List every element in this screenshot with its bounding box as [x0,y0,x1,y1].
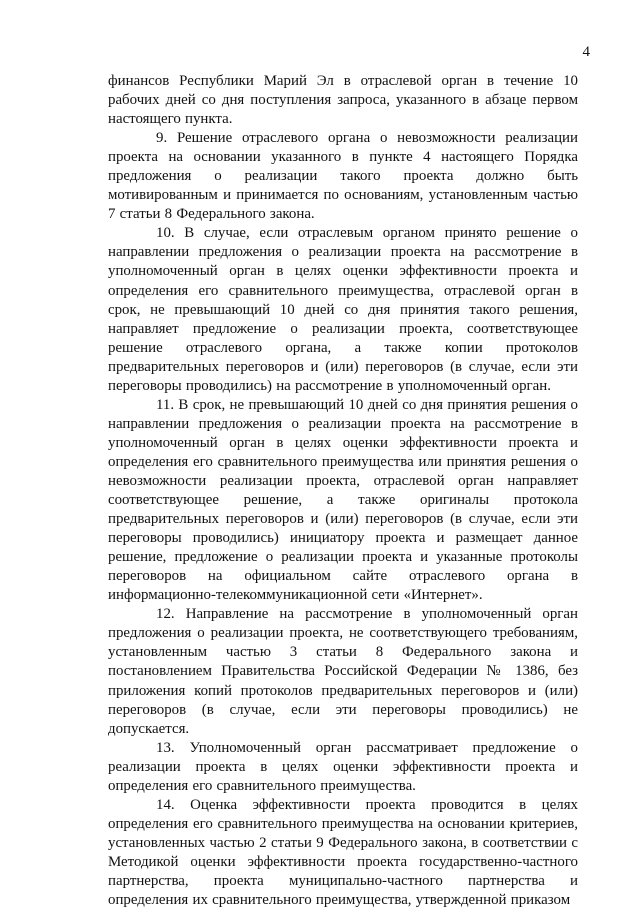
paragraph-item-14: 14. Оценка эффективности проекта проводится в целях определения его сравнительного преимущества на основании критериев, установленных частью 2 статьи 9 Федерального закона, в соответствии с Методикой оценки эффективности проекта государственно-частного партнерства, проекта муниципально-частного партнерства и определения их сравнительного преимущества, утвержденной приказом [108,796,578,909]
paragraph-item-10: 10. В случае, если отраслевым органом принято решение о направлении предложения о реализации проекта на рассмотрение в уполномоченный орган в целях оценки эффективности проекта и определения его сравнительного преимущества, отраслевой орган в срок, не превышающий 10 дней со дня принятия такого решения, направляет предложение о реализации проекта, соответствующее решение отраслевого органа, а также копии протоколов предварительных переговоров и (или) переговоров (в случае, если эти переговоры проводились) на рассмотрение в уполномоченный орган. [108,225,578,394]
paragraph-continuation: финансов Республики Марий Эл в отраслевой орган в течение 10 рабочих дней со дня поступления запроса, указанного в абзаце первом настоящего пункта. [108,73,578,128]
paragraph-item-12: 12. Направление на рассмотрение в уполномоченный орган предложения о реализации проекта, не соответствующего требованиям, установленным частью 3 статьи 8 Федерального закона и постановлением Правительства Российской Федерации № 1386, без приложения копий протоколов предварительных переговоров и (или) переговоров (в случае, если эти переговоры проводились) не допускается. [108,606,578,737]
page-number: 4 [582,44,590,60]
paragraph-item-11: 11. В срок, не превышающий 10 дней со дня принятия решения о направлении предложения о реализации проекта на рассмотрение в уполномоченный орган в целях оценки эффективности проекта и определения его сравнительного преимущества или принятия решения о невозможности реализации проекта, отраслевой орган направляет соответствующее решение, а также оригиналы протокола предварительных переговоров и (или) переговоров (в случае, если эти переговоры проводились) инициатору проекта и размещает данное решение, предложение о реализации проекта и указанные протоколы переговоров на официальном сайте отраслевого органа в информационно-телекоммуникационной сети «Интернет». [108,396,578,604]
paragraph-item-13: 13. Уполномоченный орган рассматривает предложение о реализации проекта в целях оценки эффективности проекта и определения его сравнительного преимущества. [108,739,578,794]
paragraph-item-9: 9. Решение отраслевого органа о невозможности реализации проекта на основании указанного в пункте 4 настоящего Порядка предложения о реализации такого проекта должно быть мотивированным и принимается по основаниям, установленным частью 7 статьи 8 Федерального закона. [108,130,578,223]
document-body [108,72,578,910]
